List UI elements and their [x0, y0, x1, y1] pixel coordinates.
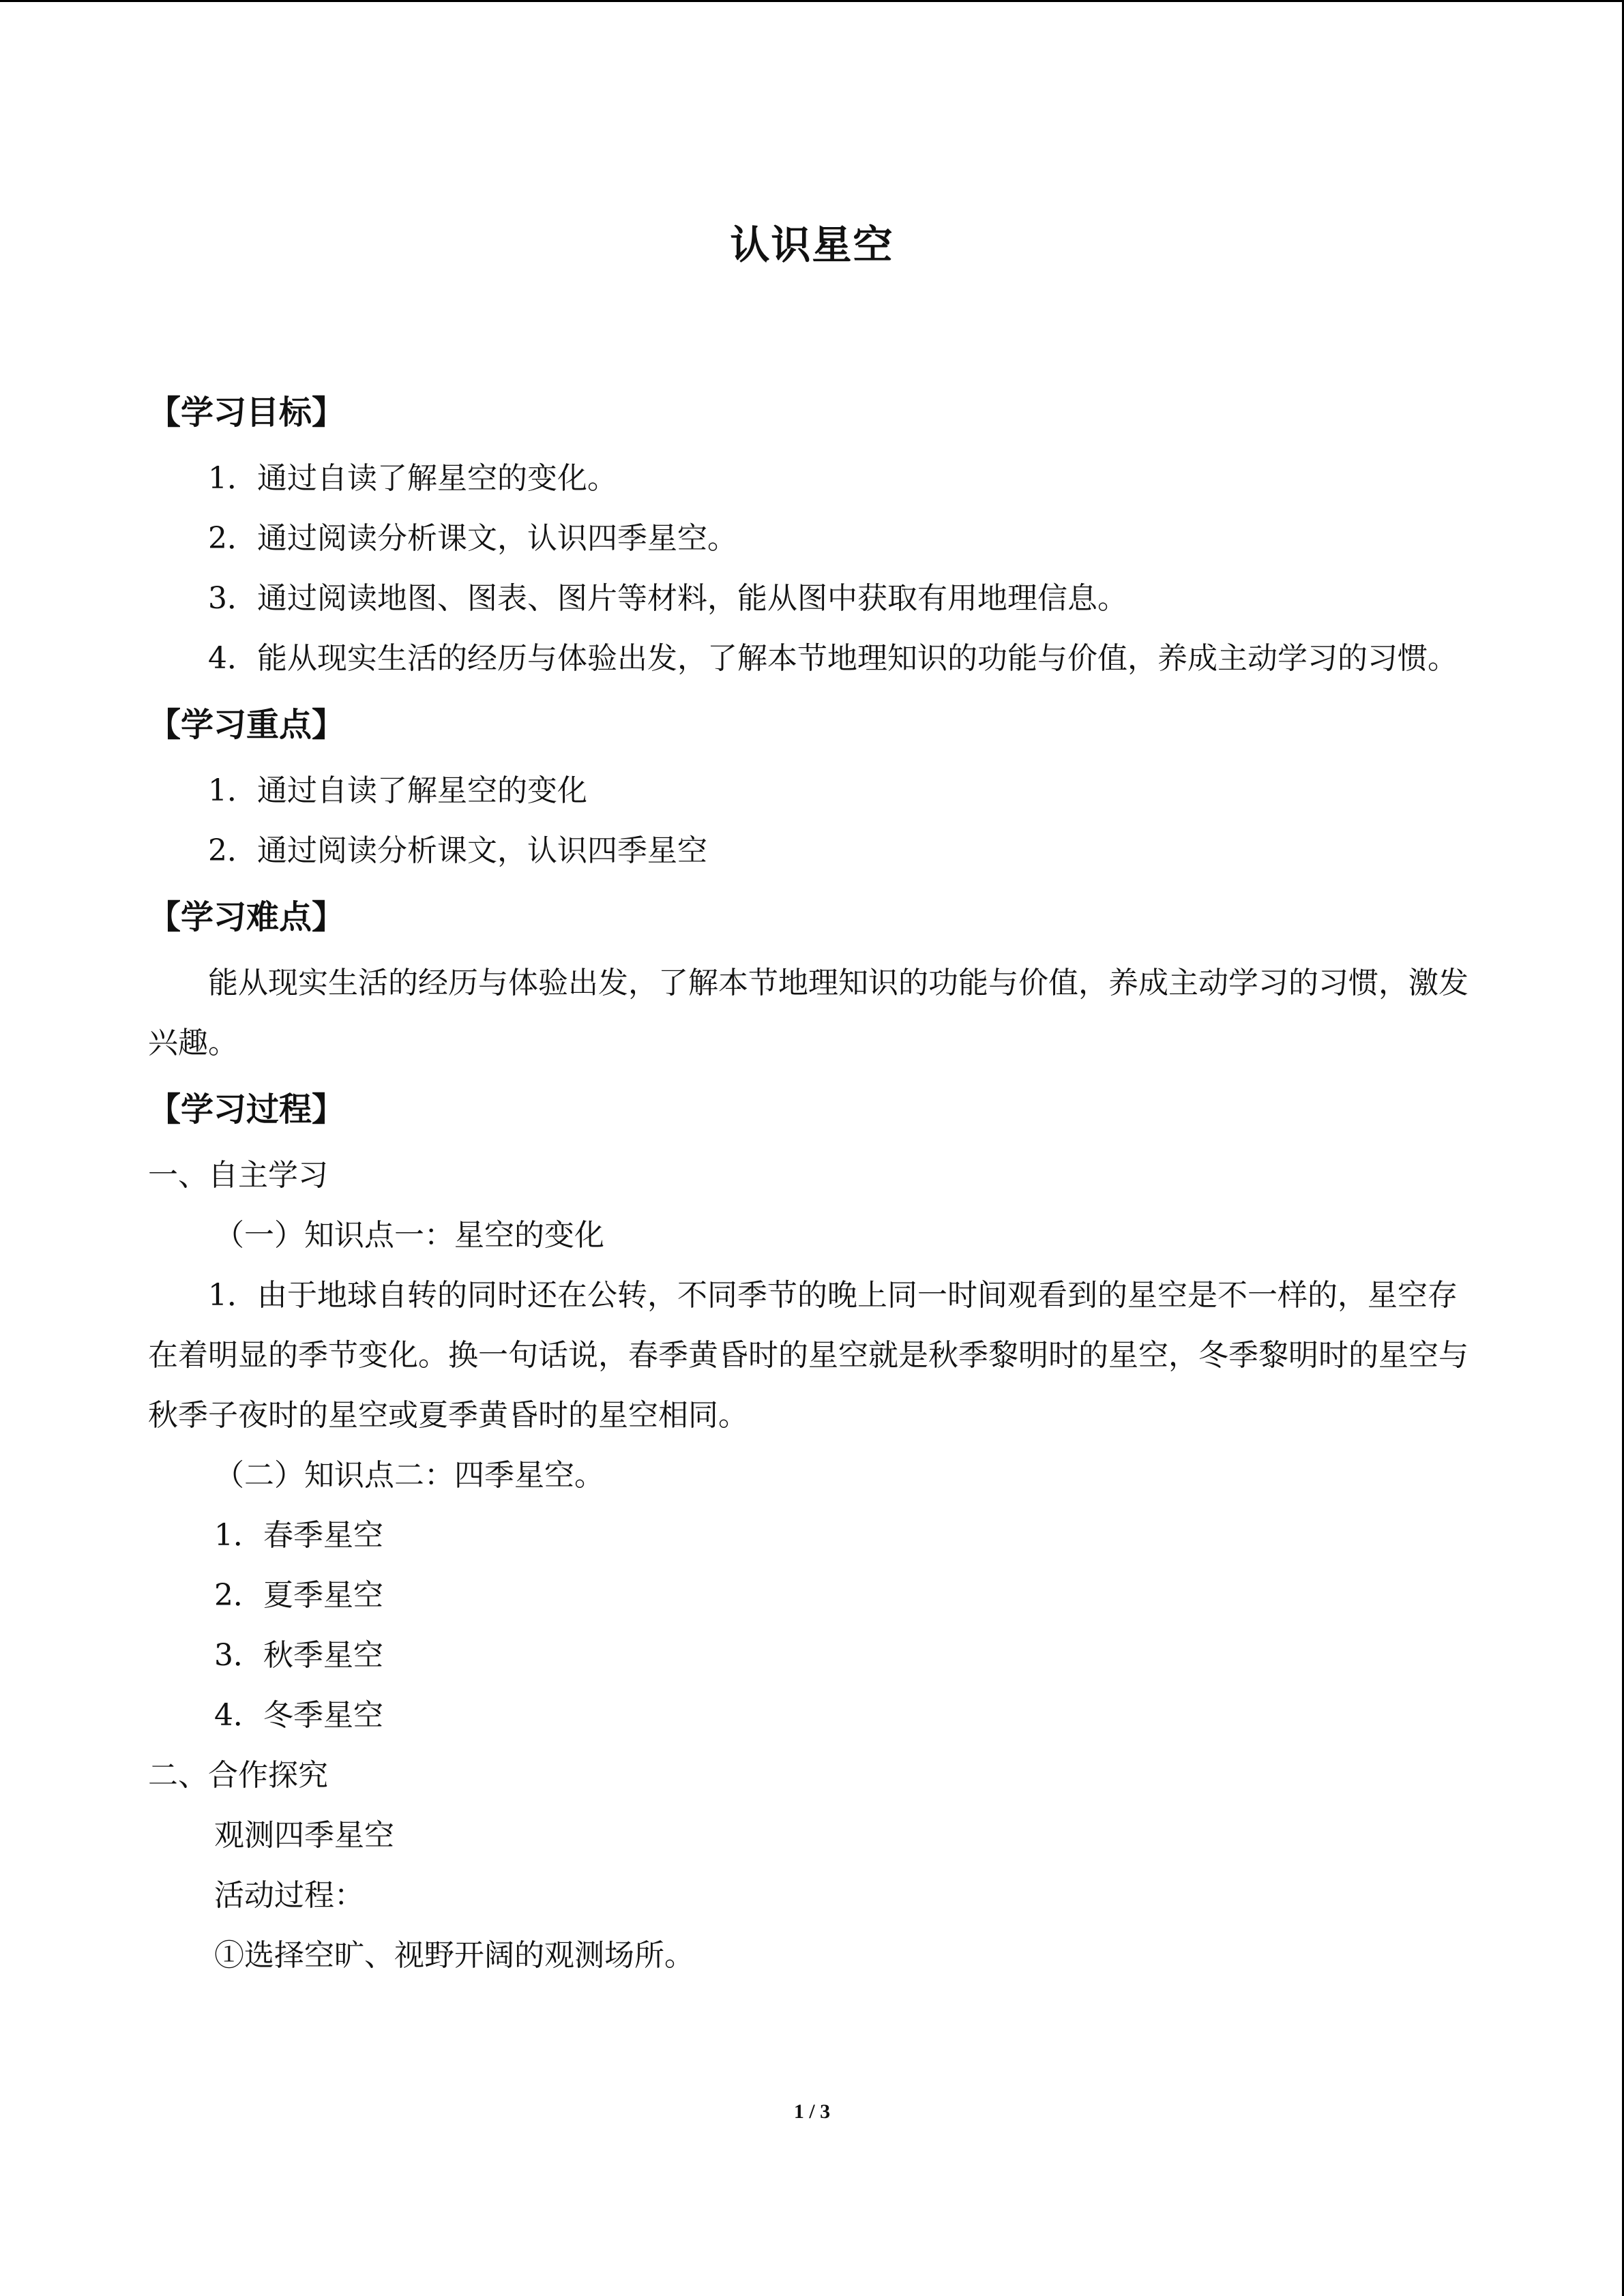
key-point-item-1: 1．通过自读了解星空的变化 [208, 773, 587, 808]
process-part2-title: 二、合作探究 [148, 1758, 328, 1793]
season-item-summer: 2．夏季星空 [214, 1578, 383, 1613]
knowledge-point-1-text: 1．由于地球自转的同时还在公转，不同季节的晚上同一时间观看到的星空是不一样的，星空存在着明显的季节变化。换一句话说，春季黄昏时的星空就是秋季黎明时的星空，冬季黎明时的星空与秋季子夜时的星空或夏季黄昏时的星空相同。 [148, 1278, 1468, 1433]
section-heading-process: 【学习过程】 [148, 1090, 345, 1129]
activity-step-1: ①选择空旷、视野开阔的观测场所。 [214, 1938, 694, 1973]
page-number: 1 / 3 [793, 2100, 831, 2123]
activity-title: 观测四季星空 [214, 1818, 394, 1853]
goal-item-3: 3．通过阅读地图、图表、图片等材料，能从图中获取有用地理信息。 [208, 581, 1127, 616]
season-item-autumn: 3．秋季星空 [214, 1638, 383, 1673]
goal-item-2: 2．通过阅读分析课文，认识四季星空。 [208, 521, 737, 556]
page-border-top [0, 0, 1624, 2]
season-item-winter: 4．冬季星空 [214, 1698, 383, 1733]
section-heading-difficulties: 【学习难点】 [148, 898, 345, 936]
goal-item-1: 1．通过自读了解星空的变化。 [208, 461, 617, 496]
knowledge-point-2-title: （二）知识点二：四季星空。 [214, 1458, 604, 1493]
knowledge-point-1-title: （一）知识点一：星空的变化 [214, 1218, 604, 1253]
document-title: 认识星空 [730, 222, 894, 268]
process-part1-title: 一、自主学习 [148, 1158, 328, 1193]
goal-item-4: 4．能从现实生活的经历与体验出发，了解本节地理知识的功能与价值，养成主动学习的习惯。 [208, 641, 1458, 676]
section-heading-key-points: 【学习重点】 [148, 706, 345, 744]
difficulties-text: 能从现实生活的经历与体验出发，了解本节地理知识的功能与价值，养成主动学习的习惯，激发兴趣。 [148, 966, 1468, 1060]
season-item-spring: 1．春季星空 [214, 1518, 383, 1553]
document-body [148, 382, 1478, 1986]
section-heading-goals: 【学习目标】 [148, 393, 345, 432]
activity-label: 活动过程： [214, 1878, 364, 1913]
key-point-item-2: 2．通过阅读分析课文，认识四季星空 [208, 833, 707, 868]
